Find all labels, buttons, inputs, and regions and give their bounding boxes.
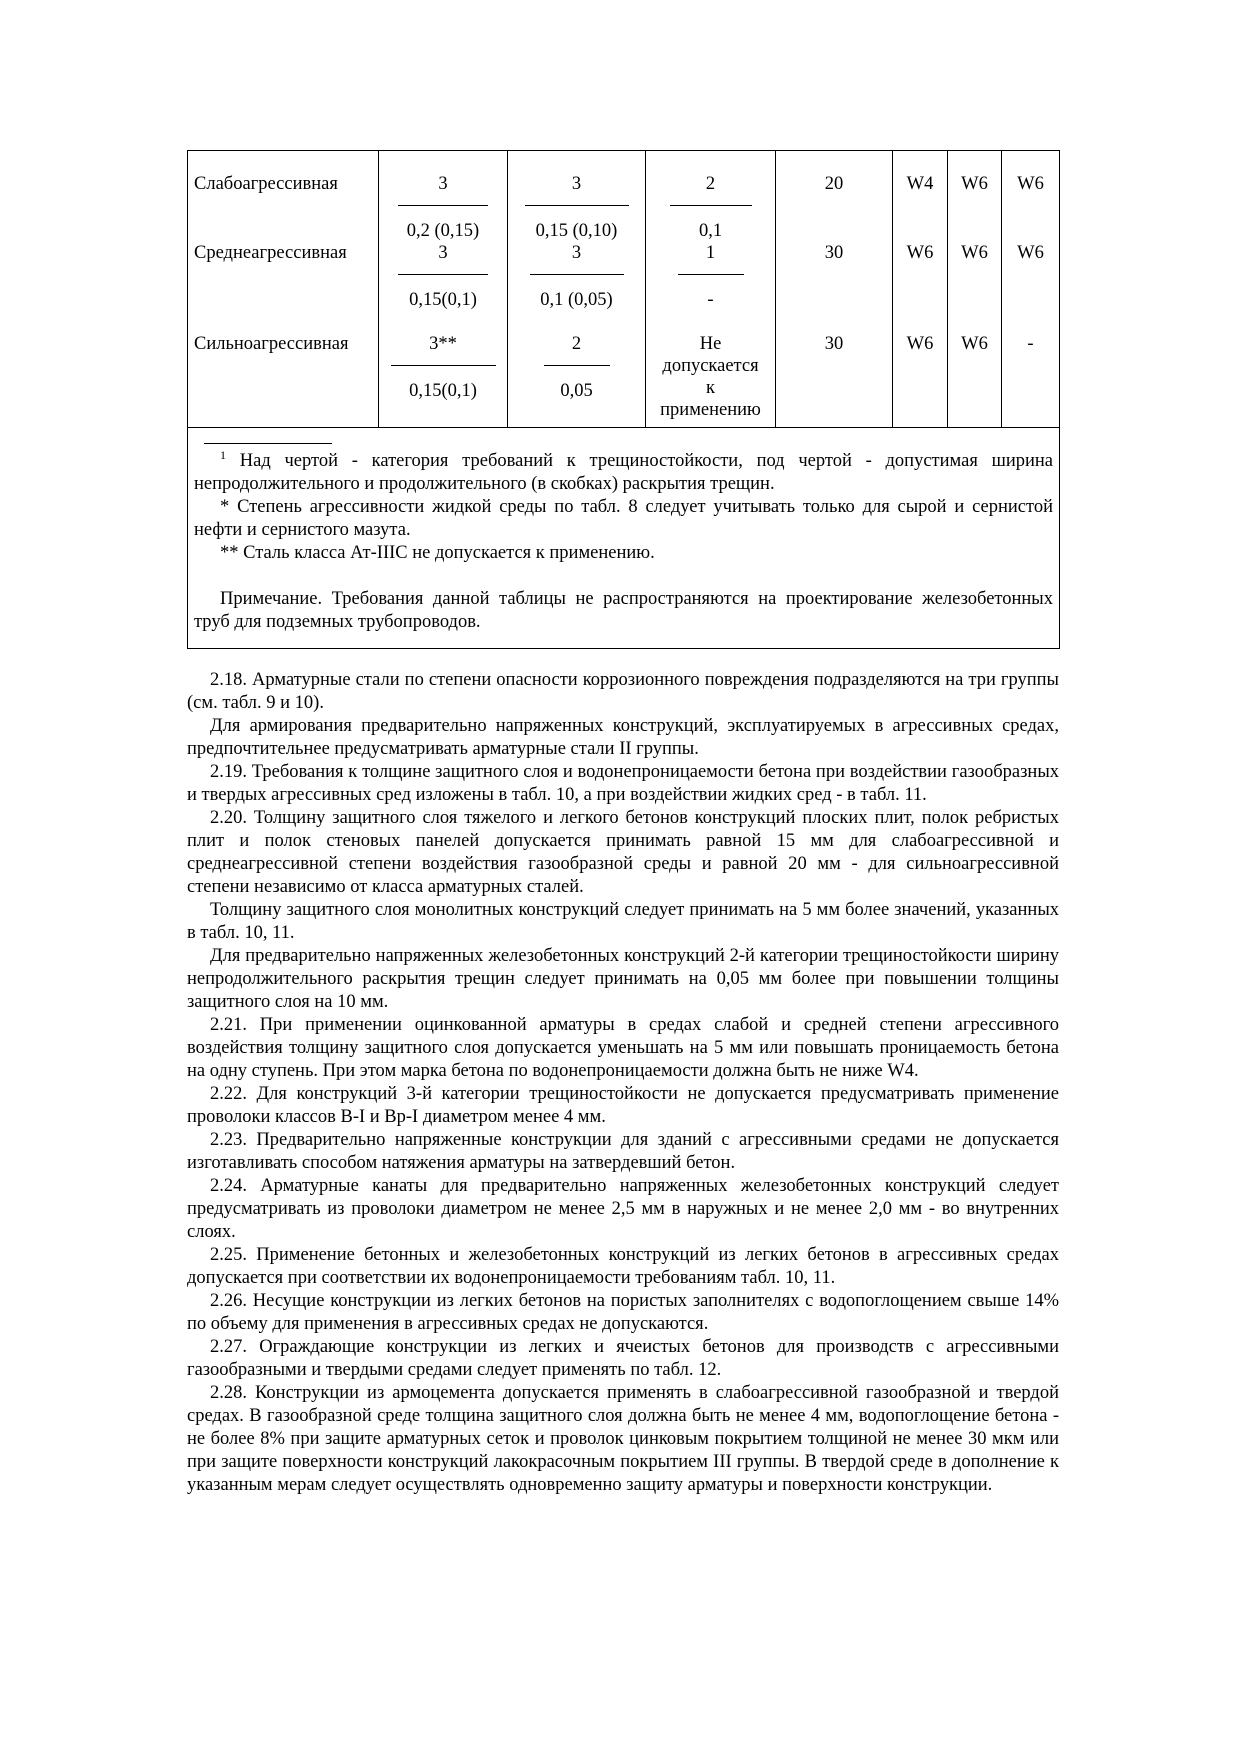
footnote-mark: 1 <box>220 447 226 462</box>
table-note: Примечание. Требования данной таблицы не распространяются на проектирование железобетонных труб для подземных трубопроводов. <box>194 589 1053 632</box>
footnote-double-star: ** Сталь класса Ат-IIIС не допускается к применению. <box>220 543 655 563</box>
degree-column <box>188 151 379 428</box>
paragraph: 2.18. Арматурные стали по степени опасности коррозионного повреждения подразделяются на три группы (см. табл. 9 и 10). <box>187 670 1059 713</box>
body-text <box>187 669 1059 1497</box>
row-label: Слабоагрессивная <box>194 174 338 194</box>
paragraph: 2.25. Применение бетонных и железобетонных конструкций из легких бетонов в агрессивных средах допускается при соответствии их водонепроницаемости требованиям табл. 10, 11. <box>187 1245 1059 1288</box>
fraction-top: 2 <box>571 334 582 354</box>
paragraph: 2.19. Требования к толщине защитного слоя и водонепроницаемости бетона при воздействии газообразных и твердых агрессивных сред изложены в табл. 10, а при воздействии жидких сред - в табл. 11. <box>187 762 1059 805</box>
fraction-text-line: применению <box>660 400 761 420</box>
table-cell: W6 <box>961 174 988 194</box>
table-cell: 30 <box>824 334 844 354</box>
fraction-bottom: 0,1 (0,05) <box>530 274 624 311</box>
table-cell: W6 <box>961 334 988 354</box>
document-page <box>187 150 1059 1497</box>
table-cell: W4 <box>906 174 934 194</box>
value-column-7 <box>1002 151 1060 428</box>
table-notes-cell <box>188 428 1060 649</box>
fraction-bottom: - <box>678 274 744 311</box>
fraction-text-line: допускается <box>662 356 759 376</box>
fraction-bottom: 0,15(0,1) <box>391 365 496 402</box>
footnote-1 <box>194 447 1053 496</box>
fraction-bottom: 0,15 (0,10) <box>525 205 629 242</box>
table-body-row <box>188 151 1060 428</box>
fraction-column-3 <box>646 151 776 428</box>
fraction-top: Не <box>699 334 722 354</box>
fraction-top: 3 <box>438 243 448 263</box>
value-column-4 <box>776 151 893 428</box>
fraction-column-1 <box>379 151 508 428</box>
fraction-top: 3** <box>429 334 457 354</box>
fraction-top: 3 <box>571 174 582 194</box>
fraction-bottom: 0,05 <box>544 365 610 402</box>
footnote-star: * Степень агрессивности жидкой среды по табл. 8 следует учитывать только для сырой и сернистой нефти и сернистого мазута. <box>194 497 1053 540</box>
row-label: Среднеагрессивная <box>194 243 347 263</box>
value-column-5 <box>893 151 948 428</box>
paragraph: 2.20. Толщину защитного слоя тяжелого и легкого бетонов конструкций плоских плит, полок ребристых плит и полок стеновых панелей допускается принимать равной 15 мм для слабоагрессивной и среднеагрессивной степени воздействия газообразной среды и равной 20 мм - для сильноагрессивной степени независимо от класса арматурных сталей. <box>187 808 1059 897</box>
paragraph: Для армирования предварительно напряженных конструкций, эксплуатируемых в агрессивных средах, предпочтительнее предусматривать арматурные стали II группы. <box>187 716 1059 759</box>
fraction-bottom: 0,15(0,1) <box>398 274 488 311</box>
table-cell: W6 <box>961 243 988 263</box>
fraction-top: 3 <box>438 174 448 194</box>
fraction-column-2 <box>508 151 646 428</box>
table-cell: 30 <box>824 243 844 263</box>
footnote-separator <box>204 443 332 444</box>
paragraph: 2.22. Для конструкций 3-й категории трещиностойкости не допускается предусматривать применение проволоки классов В-I и Вр-I диаметром менее 4 мм. <box>187 1084 1059 1127</box>
table-cell: W6 <box>1017 174 1044 194</box>
fraction-top: 3 <box>571 243 582 263</box>
paragraph: 2.24. Арматурные канаты для предварительно напряженных железобетонных конструкций следует предусматривать из проволоки диаметром не менее 2,5 мм в наружных и не менее 2,0 мм - во внутренних слоях. <box>187 1176 1059 1242</box>
table-cell: 20 <box>824 174 844 194</box>
fraction-top: 2 <box>705 174 716 194</box>
table-cell: W6 <box>1017 243 1044 263</box>
table-cell: W6 <box>906 243 934 263</box>
durability-requirements-table <box>187 150 1060 649</box>
fraction-top: 1 <box>705 243 716 263</box>
row-label: Сильноагрессивная <box>194 334 349 354</box>
table-cell: - <box>1027 334 1034 354</box>
paragraph: Толщину защитного слоя монолитных конструкций следует принимать на 5 мм более значений, указанных в табл. 10, 11. <box>187 900 1059 943</box>
table-notes-row <box>188 428 1060 649</box>
paragraph: 2.26. Несущие конструкции из легких бетонов на пористых заполнителях с водопоглощением свыше 14% по объему для применения в агрессивных средах не допускаются. <box>187 1291 1059 1334</box>
paragraph: 2.23. Предварительно напряженные конструкции для зданий с агрессивными средами не допускается изготавливать способом натяжения арматуры на затвердевший бетон. <box>187 1130 1059 1173</box>
footnote-1-text: Над чертой - категория требований к трещиностойкости, под чертой - допустимая ширина непродолжительного и продолжительного (в скобках) раскрытия трещин. <box>194 451 1053 494</box>
fraction-text-line: к <box>706 378 715 398</box>
value-column-6 <box>948 151 1002 428</box>
fraction-bottom: 0,1 <box>670 205 752 242</box>
table-cell: W6 <box>906 334 934 354</box>
paragraph: 2.28. Конструкции из армоцемента допускается применять в слабоагрессивной газообразной и твердой средах. В газообразной среде толщина защитного слоя должна быть не менее 4 мм, водопоглощение бетона - не более 8% при защите арматурных сеток и проволок цинковым покрытием толщиной не менее 30 мкм или при защите поверхности конструкций лакокрасочным покрытием III группы. В твердой среде в дополнение к указанным мерам следует осуществлять одновременно защиту арматуры и поверхности конструкции. <box>187 1383 1059 1495</box>
fraction-bottom: 0,2 (0,15) <box>398 205 488 242</box>
paragraph: 2.27. Ограждающие конструкции из легких и ячеистых бетонов для производств с агрессивными газообразными и твердыми средами следует применять по табл. 12. <box>187 1337 1059 1380</box>
paragraph: 2.21. При применении оцинкованной арматуры в средах слабой и средней степени агрессивного воздействия толщину защитного слоя допускается уменьшать на 5 мм или повышать проницаемость бетона на одну ступень. При этом марка бетона по водонепроницаемости должна быть не ниже W4. <box>187 1015 1059 1081</box>
paragraph: Для предварительно напряженных железобетонных конструкций 2-й категории трещиностойкости ширину непродолжительного раскрытия трещин следует принимать на 0,05 мм более при повышении толщины защитного слоя на 10 мм. <box>187 946 1059 1012</box>
